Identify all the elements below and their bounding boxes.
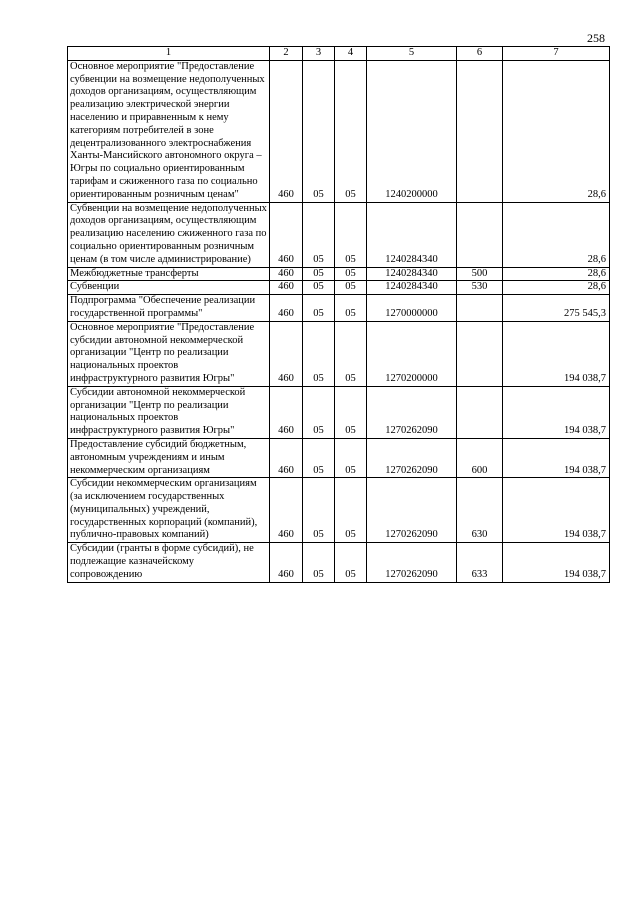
row-sum: 194 038,7: [503, 321, 610, 386]
row-vr: [457, 202, 503, 267]
row-csr: 1270262090: [367, 478, 457, 543]
page-number: 258: [587, 31, 605, 45]
table-row: [68, 295, 610, 322]
row-rz: 05: [303, 478, 335, 543]
row-sum: 194 038,7: [503, 438, 610, 477]
row-name: Подпрограмма "Обеспечение реализации государственной программы": [68, 295, 270, 322]
row-ved: 460: [270, 478, 303, 543]
row-csr: 1240284340: [367, 281, 457, 295]
col-header-rz: 3: [303, 47, 335, 61]
row-ved: 460: [270, 60, 303, 202]
row-rz: 05: [303, 386, 335, 438]
row-sum: 28,6: [503, 281, 610, 295]
row-vr: 500: [457, 267, 503, 281]
row-sum: 194 038,7: [503, 386, 610, 438]
col-header-vr: 6: [457, 47, 503, 61]
row-name: Предоставление субсидий бюджетным, автономным учреждениям и иным некоммерческим организациям: [68, 438, 270, 477]
row-ved: 460: [270, 281, 303, 295]
row-pr: 05: [335, 202, 367, 267]
row-ved: 460: [270, 321, 303, 386]
row-csr: 1270200000: [367, 321, 457, 386]
row-pr: 05: [335, 321, 367, 386]
row-vr: [457, 386, 503, 438]
row-pr: 05: [335, 543, 367, 582]
row-rz: 05: [303, 543, 335, 582]
row-sum: 28,6: [503, 267, 610, 281]
row-csr: 1240200000: [367, 60, 457, 202]
row-name: Межбюджетные трансферты: [68, 267, 270, 281]
row-vr: [457, 321, 503, 386]
row-csr: 1240284340: [367, 267, 457, 281]
table-row: [68, 281, 610, 295]
row-csr: 1240284340: [367, 202, 457, 267]
col-header-csr: 5: [367, 47, 457, 61]
row-ved: 460: [270, 543, 303, 582]
row-csr: 1270262090: [367, 386, 457, 438]
table-row: [68, 202, 610, 267]
row-name: Субвенции на возмещение недополученных доходов организациям, осуществляющим реализацию населению сжиженного газа по социально ориентированным розничным ценам (в том числе администрирование): [68, 202, 270, 267]
row-sum: 194 038,7: [503, 478, 610, 543]
row-name: Субсидии некоммерческим организациям (за исключением государственных (муниципальных) учреждений, государственных корпораций (компаний), публично-правовых компаний): [68, 478, 270, 543]
row-vr: 530: [457, 281, 503, 295]
row-ved: 460: [270, 438, 303, 477]
row-vr: 600: [457, 438, 503, 477]
row-vr: [457, 60, 503, 202]
row-name: Субсидии автономной некоммерческой организации "Центр по реализации национальных проектов инфраструктурного развития Югры": [68, 386, 270, 438]
row-pr: 05: [335, 478, 367, 543]
row-pr: 05: [335, 281, 367, 295]
row-name: Основное мероприятие "Предоставление субсидии автономной некоммерческой организации "Центр по реализации национальных проектов инфраструктурного развития Югры": [68, 321, 270, 386]
row-rz: 05: [303, 438, 335, 477]
row-sum: 28,6: [503, 60, 610, 202]
row-pr: 05: [335, 60, 367, 202]
row-ved: 460: [270, 386, 303, 438]
table-row: [68, 438, 610, 477]
row-name: Субвенции: [68, 281, 270, 295]
row-sum: 275 545,3: [503, 295, 610, 322]
row-rz: 05: [303, 267, 335, 281]
col-header-name: 1: [68, 47, 270, 61]
row-ved: 460: [270, 202, 303, 267]
row-pr: 05: [335, 386, 367, 438]
table-row: [68, 386, 610, 438]
row-rz: 05: [303, 60, 335, 202]
row-csr: 1270262090: [367, 438, 457, 477]
row-name: Субсидии (гранты в форме субсидий), не подлежащие казначейскому сопровождению: [68, 543, 270, 582]
col-header-pr: 4: [335, 47, 367, 61]
row-vr: 630: [457, 478, 503, 543]
table-row: [68, 60, 610, 202]
row-pr: 05: [335, 295, 367, 322]
budget-table: [67, 46, 610, 583]
table-row: [68, 321, 610, 386]
row-rz: 05: [303, 295, 335, 322]
row-pr: 05: [335, 438, 367, 477]
table-row: [68, 543, 610, 582]
row-pr: 05: [335, 267, 367, 281]
header-row: [68, 47, 610, 61]
row-vr: 633: [457, 543, 503, 582]
row-rz: 05: [303, 281, 335, 295]
row-name: Основное мероприятие "Предоставление субвенции на возмещение недополученных доходов организациям, осуществляющим реализацию электрической энергии населению и приравненным к нему категориям потребителей в зоне децентрализованного электроснабжения Ханты-Мансийского автономного округа – Югры по социально ориентированным тарифам и сжиженного газа по социально ориентированным розничным ценам": [68, 60, 270, 202]
row-rz: 05: [303, 321, 335, 386]
row-csr: 1270262090: [367, 543, 457, 582]
row-vr: [457, 295, 503, 322]
row-sum: 194 038,7: [503, 543, 610, 582]
row-ved: 460: [270, 267, 303, 281]
row-sum: 28,6: [503, 202, 610, 267]
col-header-ved: 2: [270, 47, 303, 61]
row-csr: 1270000000: [367, 295, 457, 322]
row-rz: 05: [303, 202, 335, 267]
row-ved: 460: [270, 295, 303, 322]
col-header-sum: 7: [503, 47, 610, 61]
table-row: [68, 267, 610, 281]
table-row: [68, 478, 610, 543]
